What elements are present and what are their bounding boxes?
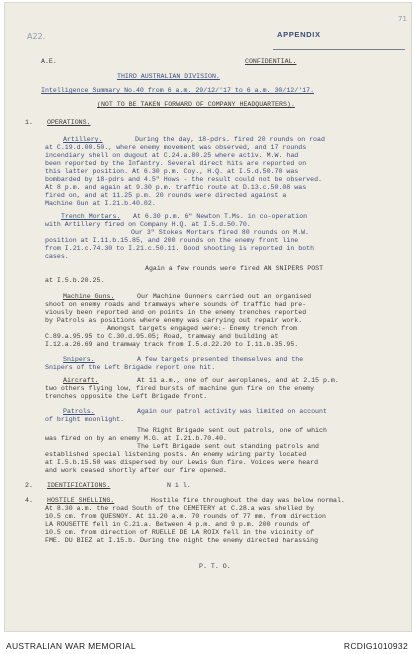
shelling-line: FME. DU BIEZ at I.15.b. During the night the enemy directed harassing — [45, 537, 319, 544]
machine-guns-line: by Patrols as positions where enemy was carrying out repair work. — [45, 317, 303, 324]
patrols-line: of bright moonlight. — [45, 416, 125, 423]
aircraft-line: trenches opposite the Left Brigade front. — [45, 393, 208, 400]
appendix-rule — [273, 49, 405, 50]
artillery-line: this latter position. At 6.30 p.m. Coy., H.Q. at I.5.d.50.70 was — [45, 168, 299, 175]
shelling-line: 10.5 cm. from direction of RUELLE DE LA ROIX fell in the vicinity of — [45, 529, 315, 536]
patrols-line: established special listening posts. An enemy wiring party located — [45, 451, 307, 458]
pencil-reference: A22. — [27, 32, 46, 41]
artillery-line: at C.19.d.00.50., where enemy movement was observed, and 17 rounds — [45, 144, 307, 151]
artillery-line: been reported by the Infantry. Several direct hits are reported on — [45, 160, 307, 167]
distribution-note: (NOT TO BE TAKEN FORWARD OF COMPANY HEADQUARTERS). — [97, 101, 295, 108]
machine-guns-line: C.89.a.95.95 to C.30.d.95.05; Road, tramway and building at — [45, 333, 279, 340]
machine-guns-line: shoot on enemy roads and tramways where sounds of traffic had pre- — [45, 301, 307, 308]
summary-line: Intelligence Summary No.40 from 6 a.m. 29/12/'17 to 6 a.m. 30/12/'17. — [41, 87, 315, 94]
aircraft-line: two others flying low, fired bursts of machine gun fire on the enemy — [45, 385, 315, 392]
patrols-line: at I.5.b.15.50 was dispersed by our Lewis Gun fire. Voices were heard — [45, 459, 319, 466]
document-page — [4, 2, 412, 632]
artillery-heading: Artillery. — [63, 136, 103, 143]
patrols-line: Again our patrol activity was limited on account — [137, 408, 327, 415]
section-4-title: HOSTILE SHELLING. — [47, 497, 115, 504]
snipers-line: A few targets presented themselves and the — [137, 356, 304, 363]
machine-guns-line: I.12.a.26.69 and tramway track from I.5.d.22.20 to I.11.b.35.95. — [45, 341, 299, 348]
machine-guns-line: Amongst targets engaged were:- Enemy trench from — [107, 325, 297, 332]
patrols-line: was fired on by an enemy M.G. at I.21.b.70.40. — [45, 435, 228, 442]
trench-mortars-line: At 6.30 p.m. 6" Newton T.Ms. in co-operation — [133, 213, 308, 220]
shelling-line: Hostile fire throughout the day was below normal. — [151, 497, 345, 504]
artillery-line: bombarded by 18-pdrs and 4.5" Hows - the result could not be observed. — [45, 176, 322, 183]
patrols-line: The Right Brigade sent out patrols, one of which — [137, 427, 327, 434]
trench-mortars-line: with Artillery fired on Company H.Q. at I.5.d.50.70. — [45, 221, 251, 228]
division-title: THIRD AUSTRALIAN DIVISION. — [117, 73, 220, 80]
page-number-mark: 71 — [398, 15, 407, 23]
section-1-title: OPERATIONS. — [47, 119, 91, 126]
trench-mortars-heading: Trench Mortars. — [61, 213, 121, 220]
machine-guns-line: viously been reported and on points in the enemy trenches reported — [45, 309, 307, 316]
section-2-title: IDENTIFICATIONS. — [47, 482, 111, 489]
patrols-heading: Patrols. — [63, 408, 95, 415]
trench-mortars-line: from I.21.c.74.30 to I.21.c.50.11. Good shooting is reported in both — [45, 245, 315, 252]
archive-footer — [0, 632, 414, 654]
trench-mortars-line: at I.5.b.20.25. — [45, 277, 105, 284]
artillery-line: Machine Gun at I.21.b.40.02. — [45, 200, 156, 207]
trench-mortars-line: cases. — [45, 253, 69, 260]
artillery-line: fired on, and at 11.25 p.m. 20 rounds were directed against a — [45, 192, 287, 199]
section-1-number: 1. — [25, 119, 33, 126]
page-turn-note: P. T. O. — [199, 563, 231, 570]
artillery-line: At 8 p.m. and again at 9.30 p.m. traffic route at D.13.c.50.08 was — [45, 184, 307, 191]
appendix-label: APPENDIX — [277, 30, 321, 39]
machine-guns-heading: Machine Guns. — [63, 293, 115, 300]
shelling-line: At 8.30 a.m. the road South of the CEMETERY at C.28.a was shelled by — [45, 505, 315, 512]
identifications-value: N i l. — [167, 482, 191, 489]
section-4-number: 4. — [25, 497, 33, 504]
classification: CONFIDENTIAL. — [245, 58, 297, 65]
trench-mortars-line: Our 3" Stokes Mortars fired 80 rounds on M.W. — [131, 229, 310, 236]
snipers-line: Snipers of the Left Brigade report one hit. — [45, 364, 216, 371]
trench-mortars-line: Again a few rounds were fired AN SNIPERS POST — [145, 265, 324, 272]
origin-code: A.E. — [41, 58, 57, 65]
trench-mortars-line: position at I.11.b.15.85, and 200 rounds on the enemy front line — [45, 237, 299, 244]
artillery-line: During the day, 18-pdrs. fired 20 rounds on road — [135, 136, 325, 143]
section-2-number: 2. — [25, 482, 33, 489]
artillery-line: incendiary shell on dugout at C.24.a.80.25 where activ. M.W. had — [45, 152, 299, 159]
archive-record-id: RCDIG1010932 — [343, 641, 408, 651]
machine-guns-line: Our Machine Gunners carried out an organised — [137, 293, 312, 300]
aircraft-line: At 11 a.m., one of our aeroplanes, and at 2.15 p.m. — [137, 377, 339, 384]
archive-name: AUSTRALIAN WAR MEMORIAL — [6, 641, 136, 651]
snipers-heading: Snipers. — [63, 356, 95, 363]
patrols-line: The Left Brigade sent out standing patrols and — [137, 443, 320, 450]
shelling-line: LA ROUSETTE fell in C.21.a. Between 4 p.m. and 9 p.m. 200 rounds of — [45, 521, 311, 528]
aircraft-heading: Aircraft. — [63, 377, 99, 384]
shelling-line: 10.5 cm. from QUESNOY. At 11.20 a.m. 70 rounds of 77 mm. from direction — [45, 513, 326, 520]
patrols-line: and work ceased shortly after our fire opened. — [45, 467, 228, 474]
